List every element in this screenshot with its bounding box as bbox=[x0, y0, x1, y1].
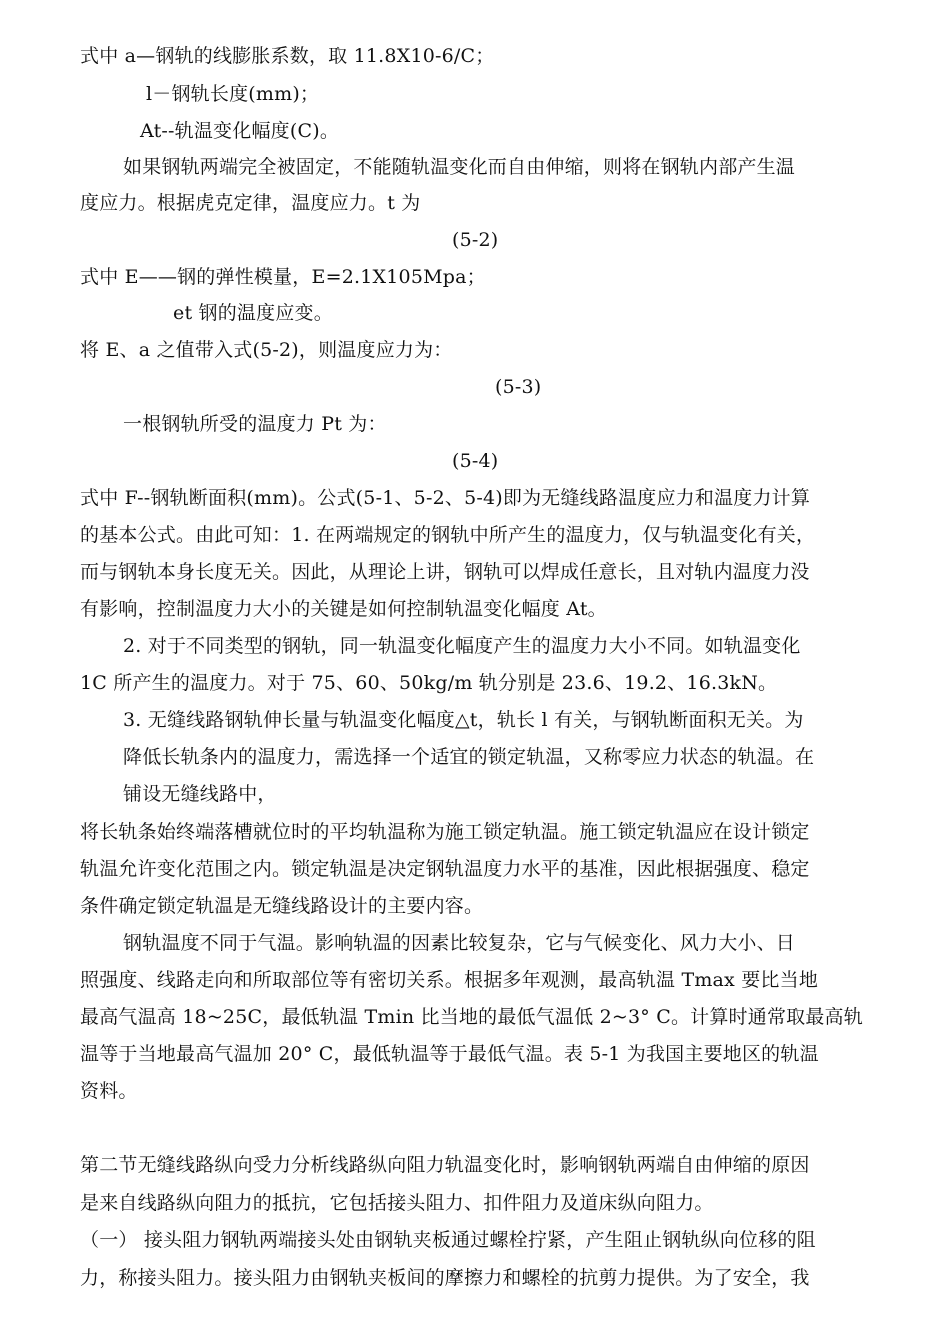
text-line: （一） 接头阻力钢轨两端接头处由钢轨夹板通过螺栓拧紧，产生阻止钢轨纵向位移的阻 bbox=[80, 1229, 816, 1251]
text-line: et 钢的温度应变。 bbox=[173, 302, 333, 324]
text-line: 温等于当地最高气温加 20° C，最低轨温等于最低气温。表 5-1 为我国主要地区的轨温 bbox=[80, 1043, 819, 1065]
text-line: 的基本公式。由此可知：1. 在两端规定的钢轨中所产生的温度力，仅与轨温变化有关， bbox=[80, 524, 816, 546]
text-line: 2. 对于不同类型的钢轨，同一轨温变化幅度产生的温度力大小不同。如轨温变化 bbox=[123, 635, 801, 657]
text-line: 3. 无缝线路钢轨伸长量与轨温变化幅度△t，轨长 l 有关，与钢轨断面积无关。为 bbox=[123, 709, 804, 731]
text-line: 条件确定锁定轨温是无缝线路设计的主要内容。 bbox=[80, 895, 484, 917]
text-line: 1C 所产生的温度力。对于 75、60、50kg/m 轨分别是 23.6、19.2、16.3kN。 bbox=[80, 672, 778, 694]
equation-number: (5-3) bbox=[495, 376, 542, 398]
text-line: 力，称接头阻力。接头阻力由钢轨夹板间的摩擦力和螺栓的抗剪力提供。为了安全，我 bbox=[80, 1267, 810, 1289]
text-line: 将 E、a 之值带入式(5-2)，则温度应力为： bbox=[80, 339, 453, 361]
text-line: 最高气温高 18~25C，最低轨温 Tmin 比当地的最低气温低 2~3° C。计算时通常取最高轨 bbox=[80, 1006, 863, 1028]
text-line: 如果钢轨两端完全被固定，不能随轨温变化而自由伸缩，则将在钢轨内部产生温 bbox=[123, 156, 796, 178]
text-line: 钢轨温度不同于气温。影响轨温的因素比较复杂，它与气候变化、风力大小、日 bbox=[123, 932, 796, 954]
text-line: 轨温允许变化范围之内。锁定轨温是决定钢轨温度力水平的基准，因此根据强度、稳定 bbox=[80, 858, 810, 880]
text-line: At--轨温变化幅度(C)。 bbox=[140, 120, 340, 142]
text-line: 度应力。根据虎克定律，温度应力。t 为 bbox=[80, 192, 421, 214]
text-line: 式中 F--钢轨断面积(mm)。公式(5-1、5-2、5-4)即为无缝线路温度应力和温度力计算 bbox=[80, 487, 811, 509]
text-line: 式中 a—钢轨的线膨胀系数，取 11.8X10-6/C； bbox=[80, 45, 495, 67]
text-line: 将长轨条始终端落槽就位时的平均轨温称为施工锁定轨温。施工锁定轨温应在设计锁定 bbox=[80, 821, 810, 843]
text-line: 式中 E——钢的弹性模量，E=2.1X105Mpa； bbox=[80, 266, 486, 288]
text-line: 一根钢轨所受的温度力 Pt 为： bbox=[123, 413, 387, 435]
section-heading-line: 第二节无缝线路纵向受力分析线路纵向阻力轨温变化时，影响钢轨两端自由伸缩的原因 bbox=[80, 1154, 810, 1176]
text-line: 是来自线路纵向阻力的抵抗，它包括接头阻力、扣件阻力及道床纵向阻力。 bbox=[80, 1192, 714, 1214]
text-line: 资料。 bbox=[80, 1080, 138, 1102]
text-line: l－钢轨长度(mm)； bbox=[146, 83, 320, 105]
text-line: 降低长轨条内的温度力，需选择一个适宜的锁定轨温，又称零应力状态的轨温。在 bbox=[123, 746, 815, 768]
text-line: 铺设无缝线路中， bbox=[123, 783, 277, 805]
text-line: 而与钢轨本身长度无关。因此，从理论上讲，钢轨可以焊成任意长，且对轨内温度力没 bbox=[80, 561, 810, 583]
text-line: 照强度、线路走向和所取部位等有密切关系。根据多年观测，最高轨温 Tmax 要比当地 bbox=[80, 969, 819, 991]
equation-number: (5-4) bbox=[452, 450, 499, 472]
equation-number: (5-2) bbox=[452, 229, 499, 251]
text-line: 有影响，控制温度力大小的关键是如何控制轨温变化幅度 At。 bbox=[80, 598, 607, 620]
